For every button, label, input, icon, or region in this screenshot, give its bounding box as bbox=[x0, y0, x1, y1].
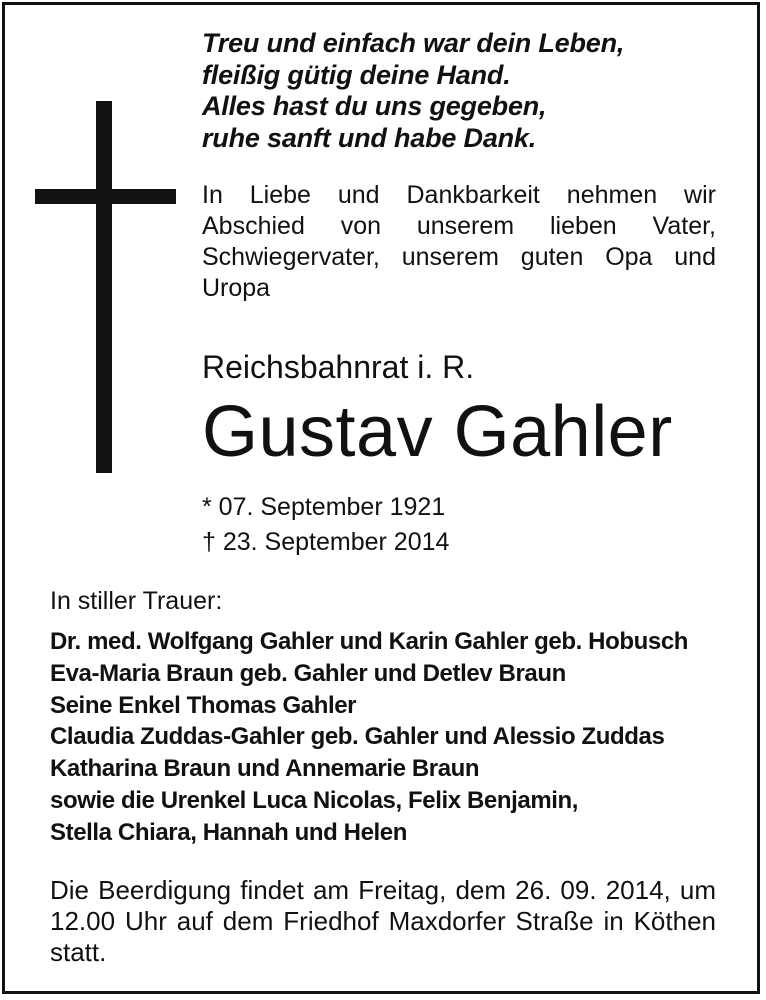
mourner-line: Claudia Zuddas-Gahler geb. Gahler und Alessio Zuddas bbox=[50, 723, 665, 751]
poem-line: fleißig gütig deine Hand. bbox=[202, 59, 511, 90]
deceased-name: Gustav Gahler bbox=[202, 392, 673, 472]
mourning-label: In stiller Trauer: bbox=[50, 587, 223, 615]
mourners-list bbox=[50, 626, 688, 849]
poem-line: ruhe sanft und habe Dank. bbox=[202, 122, 537, 153]
mourner-line: Katharina Braun und Annemarie Braun bbox=[50, 755, 480, 783]
mourner-line: Stella Chiara, Hannah und Helen bbox=[50, 818, 408, 846]
mourner-line: Dr. med. Wolfgang Gahler und Karin Gahler geb. Hobusch bbox=[50, 628, 689, 655]
mourner-line: sowie die Urenkel Luca Nicolas, Felix Benjamin, bbox=[50, 786, 579, 814]
poem-line: Treu und einfach war dein Leben, bbox=[202, 28, 625, 58]
birth-date: * 07. September 1921 bbox=[202, 493, 446, 521]
poem bbox=[202, 28, 722, 154]
deceased-title: Reichsbahnrat i. R. bbox=[202, 349, 475, 385]
cross-icon-crossbar bbox=[35, 189, 176, 204]
funeral-notice: Die Beerdigung findet am Freitag, dem 26. 09. 2014, um 12.00 Uhr auf dem Friedhof Maxdorfer Straße in Köthen statt. bbox=[50, 875, 716, 967]
death-date: † 23. September 2014 bbox=[202, 528, 450, 556]
mourner-line: Eva-Maria Braun geb. Gahler und Detlev Braun bbox=[50, 659, 566, 687]
mourner-line: Seine Enkel Thomas Gahler bbox=[50, 691, 357, 719]
poem-line: Alles hast du uns gegeben, bbox=[202, 91, 547, 121]
intro-text: In Liebe und Dankbarkeit nehmen wir Abschied von unserem lieben Vater, Schwiegervater, unserem guten Opa und Uropa bbox=[202, 181, 716, 302]
life-dates bbox=[202, 490, 449, 560]
cross-icon bbox=[96, 101, 112, 473]
